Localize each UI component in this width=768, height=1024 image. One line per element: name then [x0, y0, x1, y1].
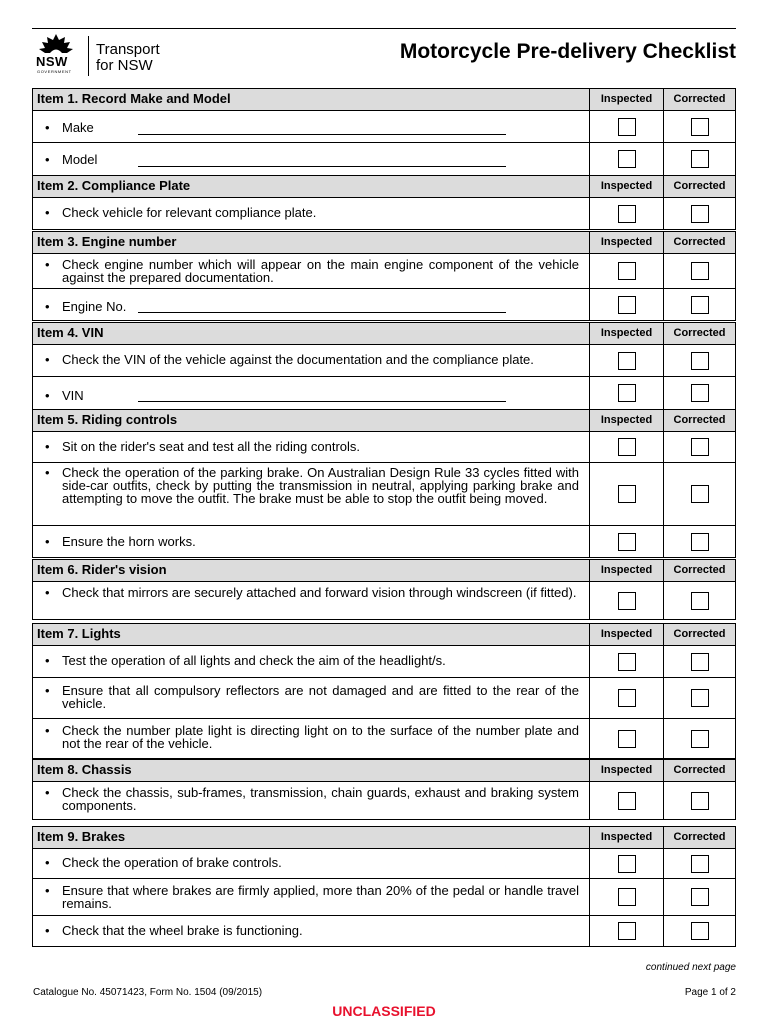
section-item-6 — [32, 559, 736, 620]
inspected-cell — [589, 463, 663, 525]
brand-line-2: for NSW — [96, 57, 153, 74]
row-text: Ensure that where brakes are firmly applied, more than 20% of the pedal or handle travel remains. — [62, 883, 579, 911]
inspected-checkbox[interactable] — [618, 262, 636, 280]
bullet: • — [45, 299, 50, 314]
brand-line-1: Transport — [96, 41, 160, 58]
inspected-cell — [589, 782, 663, 819]
inspected-cell — [589, 111, 663, 142]
corrected-checkbox[interactable] — [691, 150, 709, 168]
row-text: Check the operation of brake controls. — [62, 855, 282, 870]
checklist-row — [33, 432, 735, 462]
checklist-row — [33, 646, 735, 677]
corrected-checkbox[interactable] — [691, 792, 709, 810]
section-item-4 — [32, 322, 736, 410]
continued-note: continued next page — [645, 962, 736, 973]
corrected-cell — [663, 646, 735, 677]
corrected-checkbox[interactable] — [691, 485, 709, 503]
logo-government-text: GOVERNMENT — [37, 69, 72, 74]
corrected-checkbox[interactable] — [691, 438, 709, 456]
corrected-checkbox[interactable] — [691, 118, 709, 136]
inspected-cell — [589, 646, 663, 677]
bullet: • — [45, 465, 50, 480]
bullet: • — [45, 534, 50, 549]
inspected-checkbox[interactable] — [618, 922, 636, 940]
checklist-row — [33, 198, 735, 229]
inspected-cell — [589, 916, 663, 946]
corrected-checkbox[interactable] — [691, 922, 709, 940]
corrected-checkbox[interactable] — [691, 653, 709, 671]
checklist-row — [33, 878, 735, 915]
section-title: Item 2. Compliance Plate — [37, 178, 191, 193]
transport-nsw-logo — [34, 32, 174, 80]
corrected-cell — [663, 254, 735, 288]
inspected-checkbox[interactable] — [618, 352, 636, 370]
corrected-checkbox[interactable] — [691, 730, 709, 748]
row-text: Check that mirrors are securely attached and forward vision through windscreen (if fitted). — [62, 585, 577, 600]
section-header — [33, 624, 735, 646]
inspected-checkbox[interactable] — [618, 533, 636, 551]
section-header — [33, 410, 735, 432]
corrected-cell — [663, 289, 735, 320]
inspected-checkbox[interactable] — [618, 730, 636, 748]
corrected-checkbox[interactable] — [691, 689, 709, 707]
row-text: Ensure that all compulsory reflectors are not damaged and are fitted to the rear of the vehicle. — [62, 683, 579, 711]
inspected-cell — [589, 254, 663, 288]
inspected-column-label: Inspected — [589, 760, 663, 781]
row-text: Check the number plate light is directing light on to the surface of the number plate and not the rear of the vehicle. — [62, 723, 579, 751]
brand-name — [96, 42, 160, 74]
bullet: • — [45, 855, 50, 870]
inspected-checkbox[interactable] — [618, 888, 636, 906]
corrected-cell — [663, 143, 735, 175]
section-item-7 — [32, 623, 736, 759]
corrected-cell — [663, 463, 735, 525]
corrected-cell — [663, 582, 735, 619]
waratah-icon — [36, 32, 76, 56]
corrected-checkbox[interactable] — [691, 855, 709, 873]
corrected-cell — [663, 111, 735, 142]
classification-label: UNCLASSIFIED — [332, 1003, 436, 1019]
corrected-cell — [663, 782, 735, 819]
corrected-cell — [663, 678, 735, 718]
inspected-cell — [589, 582, 663, 619]
inspected-checkbox[interactable] — [618, 485, 636, 503]
inspected-cell — [589, 289, 663, 320]
bullet: • — [45, 683, 50, 698]
inspected-column-label: Inspected — [589, 89, 663, 110]
inspected-column-label: Inspected — [589, 176, 663, 197]
corrected-checkbox[interactable] — [691, 533, 709, 551]
row-text: Ensure the horn works. — [62, 534, 196, 549]
inspected-cell — [589, 432, 663, 462]
inspected-checkbox[interactable] — [618, 792, 636, 810]
inspected-cell — [589, 345, 663, 376]
section-title: Item 6. Rider's vision — [37, 562, 167, 577]
checklist-row — [33, 288, 735, 320]
corrected-cell — [663, 526, 735, 557]
bullet: • — [45, 388, 50, 403]
checklist-row — [33, 462, 735, 525]
inspected-cell — [589, 526, 663, 557]
corrected-column-label: Corrected — [663, 410, 735, 431]
checklist-row — [33, 376, 735, 409]
model-entry-line[interactable] — [138, 166, 506, 167]
corrected-cell — [663, 345, 735, 376]
inspected-checkbox[interactable] — [618, 296, 636, 314]
corrected-cell — [663, 432, 735, 462]
inspected-column-label: Inspected — [589, 560, 663, 581]
checklist-row — [33, 525, 735, 557]
bullet: • — [45, 723, 50, 738]
row-text: Check that the wheel brake is functioning. — [62, 923, 303, 938]
section-item-8 — [32, 759, 736, 820]
checklist-row — [33, 915, 735, 946]
page-title: Motorcycle Pre-delivery Checklist — [399, 40, 736, 63]
bullet: • — [45, 152, 50, 167]
bullet: • — [45, 439, 50, 454]
corrected-cell — [663, 849, 735, 878]
inspected-checkbox[interactable] — [618, 118, 636, 136]
corrected-column-label: Corrected — [663, 232, 735, 253]
corrected-column-label: Corrected — [663, 760, 735, 781]
section-title: Item 4. VIN — [37, 325, 104, 340]
checklist-row — [33, 718, 735, 758]
corrected-cell — [663, 377, 735, 409]
checklist-row — [33, 345, 735, 376]
section-header — [33, 323, 735, 345]
bullet: • — [45, 585, 50, 600]
corrected-column-label: Corrected — [663, 89, 735, 110]
corrected-checkbox[interactable] — [691, 888, 709, 906]
corrected-column-label: Corrected — [663, 176, 735, 197]
inspected-cell — [589, 198, 663, 229]
section-title: Item 7. Lights — [37, 626, 121, 641]
inspected-checkbox[interactable] — [618, 150, 636, 168]
section-item-2 — [32, 175, 736, 230]
corrected-cell — [663, 879, 735, 915]
section-item-3 — [32, 231, 736, 321]
corrected-checkbox[interactable] — [691, 384, 709, 402]
inspected-column-label: Inspected — [589, 827, 663, 848]
bullet: • — [45, 120, 50, 135]
row-text: Test the operation of all lights and check the aim of the headlight/s. — [62, 653, 446, 668]
inspected-cell — [589, 143, 663, 175]
inspected-column-label: Inspected — [589, 410, 663, 431]
catalogue-number: Catalogue No. 45071423, Form No. 1504 (09/2015) — [33, 987, 263, 998]
inspected-checkbox[interactable] — [618, 384, 636, 402]
inspected-checkbox[interactable] — [618, 689, 636, 707]
inspected-column-label: Inspected — [589, 624, 663, 645]
corrected-column-label: Corrected — [663, 323, 735, 344]
corrected-column-label: Corrected — [663, 624, 735, 645]
row-text: Model — [62, 152, 98, 167]
bullet: • — [45, 653, 50, 668]
row-text: Make — [62, 120, 94, 135]
bullet: • — [45, 923, 50, 938]
section-title: Item 3. Engine number — [37, 234, 177, 249]
section-title: Item 8. Chassis — [37, 762, 132, 777]
inspected-checkbox[interactable] — [618, 438, 636, 456]
row-text: VIN — [62, 388, 84, 403]
corrected-column-label: Corrected — [663, 827, 735, 848]
row-text: Check engine number which will appear on the main engine component of the vehicle against the prepared documentation. — [62, 257, 579, 285]
bullet: • — [45, 205, 50, 220]
section-title: Item 1. Record Make and Model — [37, 91, 231, 106]
corrected-column-label: Corrected — [663, 560, 735, 581]
row-text: Check the operation of the parking brake. On Australian Design Rule 33 cycles fitted with side-car outfits, check by putting the transmission in neutral, applying parking brake and attempting to move the outfit. The brake must be able to stop the outfit being moved. — [62, 465, 579, 506]
checklist-row — [33, 142, 735, 175]
section-title: Item 9. Brakes — [37, 829, 126, 844]
checklist-row — [33, 677, 735, 718]
section-item-9 — [32, 826, 736, 947]
section-header — [33, 176, 735, 198]
section-title: Item 5. Riding controls — [37, 412, 178, 427]
inspected-checkbox[interactable] — [618, 592, 636, 610]
inspected-column-label: Inspected — [589, 232, 663, 253]
checklist-row — [33, 849, 735, 878]
section-header — [33, 89, 735, 111]
section-header — [33, 560, 735, 582]
make-entry-line[interactable] — [138, 134, 506, 135]
inspected-checkbox[interactable] — [618, 653, 636, 671]
page-number: Page 1 of 2 — [684, 987, 736, 998]
bullet: • — [45, 883, 50, 898]
row-text: Engine No. — [62, 299, 127, 314]
row-text: Check vehicle for relevant compliance plate. — [62, 205, 317, 220]
corrected-cell — [663, 719, 735, 758]
inspected-checkbox[interactable] — [618, 205, 636, 223]
engine-no-entry-line[interactable] — [138, 312, 506, 313]
checklist-row — [33, 254, 735, 288]
inspected-checkbox[interactable] — [618, 855, 636, 873]
inspected-cell — [589, 849, 663, 878]
inspected-column-label: Inspected — [589, 323, 663, 344]
bullet: • — [45, 352, 50, 367]
checklist-row — [33, 582, 735, 619]
logo-nsw-text: NSW — [36, 54, 68, 69]
section-header — [33, 827, 735, 849]
row-text: Check the chassis, sub-frames, transmission, chain guards, exhaust and braking system components. — [62, 785, 579, 813]
checklist-row — [33, 111, 735, 142]
section-header — [33, 760, 735, 782]
row-text: Sit on the rider's seat and test all the riding controls. — [62, 439, 361, 454]
section-item-5 — [32, 409, 736, 558]
vin-entry-line[interactable] — [138, 401, 506, 402]
logo-divider — [88, 36, 89, 76]
section-item-1 — [32, 88, 736, 176]
corrected-checkbox[interactable] — [691, 592, 709, 610]
corrected-cell — [663, 916, 735, 946]
corrected-checkbox[interactable] — [691, 352, 709, 370]
header-rule — [32, 28, 736, 29]
corrected-checkbox[interactable] — [691, 262, 709, 280]
row-text: Check the VIN of the vehicle against the documentation and the compliance plate. — [62, 352, 534, 367]
section-header — [33, 232, 735, 254]
inspected-cell — [589, 678, 663, 718]
inspected-cell — [589, 879, 663, 915]
corrected-checkbox[interactable] — [691, 296, 709, 314]
corrected-cell — [663, 198, 735, 229]
corrected-checkbox[interactable] — [691, 205, 709, 223]
bullet: • — [45, 785, 50, 800]
inspected-cell — [589, 719, 663, 758]
inspected-cell — [589, 377, 663, 409]
checklist-row — [33, 782, 735, 819]
bullet: • — [45, 257, 50, 272]
